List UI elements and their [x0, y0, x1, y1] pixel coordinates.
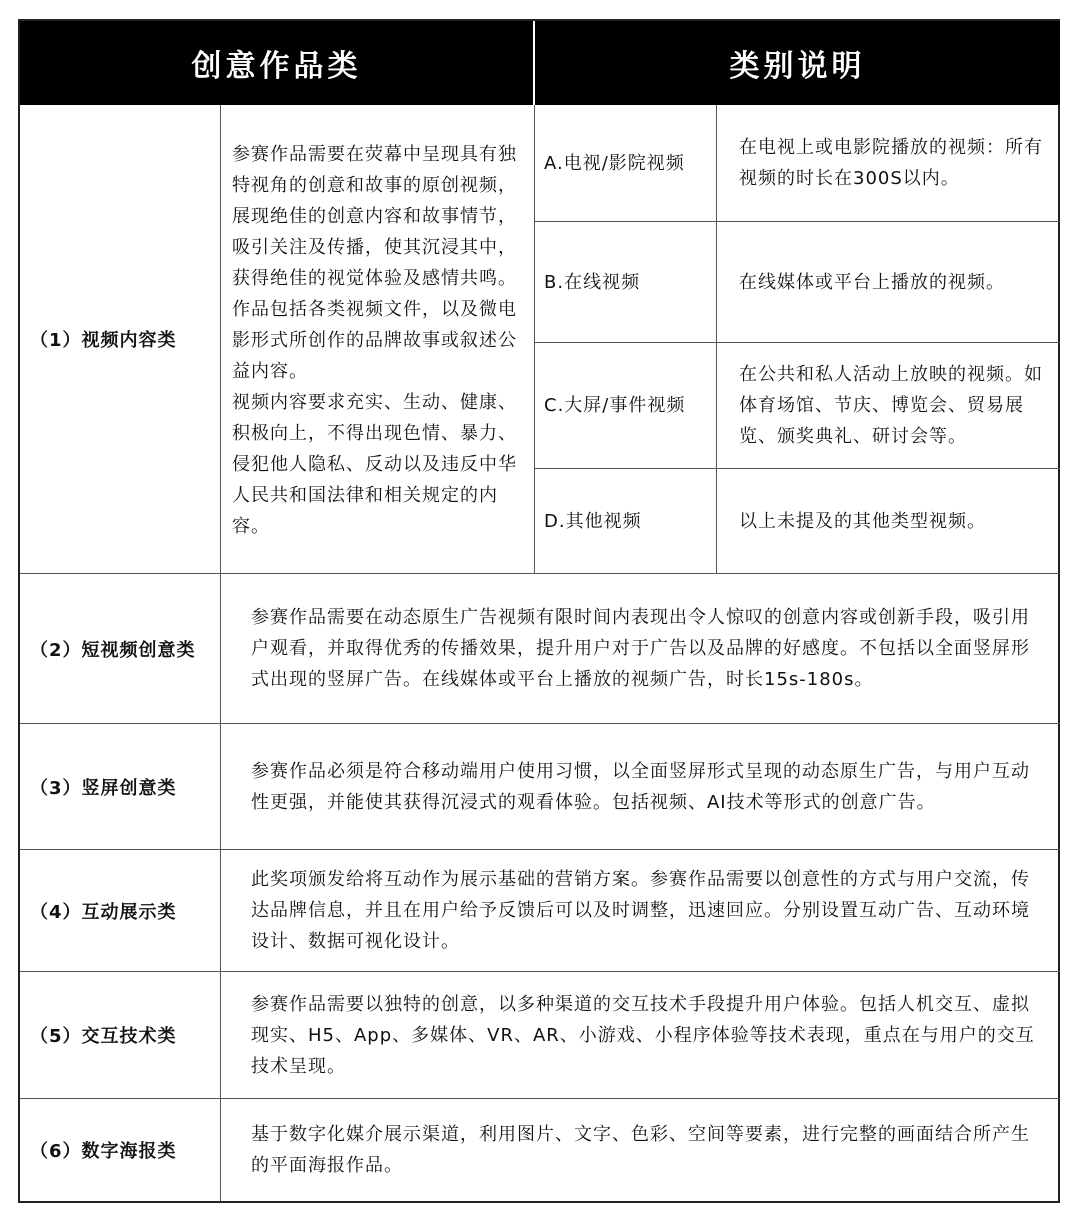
interaction-tech-description: 参赛作品需要以独特的创意，以多种渠道的交互技术手段提升用户体验。包括人机交互、虚拟现实、H5、App、多媒体、VR、AR、小游戏、小程序体验等技术表现，重点在与用户的交互技术呈现。 — [251, 993, 1035, 1077]
category-video-content: （1）视频内容类 — [30, 330, 177, 351]
digital-poster-description: 基于数字化媒介展示渠道，利用图片、文字、色彩、空间等要素，进行完整的画面结合所产生的平面海报作品。 — [251, 1124, 1030, 1176]
category-short-video: （2）短视频创意类 — [30, 639, 196, 661]
subcategory-other-video: D.其他视频 — [544, 510, 642, 532]
video-content-description — [222, 107, 534, 573]
category-table — [18, 19, 1060, 1203]
short-video-description: 参赛作品需要在动态原生广告视频有限时间内表现出令人惊叹的创意内容或创新手段，吸引用户观看，并取得优秀的传播效果，提升用户对于广告以及品牌的好感度。不包括以全面竖屏形式出现的竖屏广告。在线媒体或平台上播放的视频广告，时长15s-180s。 — [251, 607, 1030, 690]
subcategory-online-video: B.在线视频 — [544, 271, 641, 293]
subcategory-tv-cinema-desc: 在电视上或电影院播放的视频：所有视频的时长在300S以内。 — [739, 137, 1043, 189]
interactive-display-description: 此奖项颁发给将互动作为展示基础的营销方案。参赛作品需要以创意性的方式与用户交流，传达品牌信息，并且在用户给予反馈后可以及时调整，迅速回应。分别设置互动广告、互动环境设计、数据可视化设计。 — [251, 869, 1030, 952]
video-description-paragraph: 参赛作品需要在荧幕中呈现具有独特视角的创意和故事的原创视频，展现绝佳的创意内容和故事情节，吸引关注及传播，使其沉浸其中，获得绝佳的视觉体验及感情共鸣。作品包括各类视频文件，以及微电影形式所创作的品牌故事或叙述公益内容。 — [232, 143, 517, 382]
subcategory-online-video-desc: 在线媒体或平台上播放的视频。 — [739, 271, 1005, 293]
subcategory-big-screen-event-desc: 在公共和私人活动上放映的视频。如体育场馆、节庆、博览会、贸易展览、颁奖典礼、研讨会等。 — [739, 364, 1043, 447]
column-divider — [220, 105, 221, 1201]
category-interactive-display: （4）互动展示类 — [30, 901, 177, 923]
video-requirements-paragraph: 视频内容要求充实、生动、健康、积极向上，不得出现色情、暴力、侵犯他人隐私、反动以及违反中华人民共和国法律和相关规定的内容。 — [232, 391, 517, 537]
category-vertical-screen: （3）竖屏创意类 — [30, 777, 177, 799]
subcategory-tv-cinema: A.电视/影院视频 — [544, 152, 685, 174]
category-digital-poster: （6）数字海报类 — [30, 1141, 177, 1162]
header-creative-works: 创意作品类 — [20, 21, 533, 105]
category-interaction-tech: （5）交互技术类 — [30, 1026, 177, 1047]
subcategory-other-video-desc: 以上未提及的其他类型视频。 — [739, 510, 986, 532]
subcategory-big-screen-event: C.大屏/事件视频 — [544, 395, 686, 416]
vertical-screen-description: 参赛作品必须是符合移动端用户使用习惯，以全面竖屏形式呈现的动态原生广告，与用户互动性更强，并能使其获得沉浸式的观看体验。包括视频、AI技术等形式的创意广告。 — [251, 760, 1030, 813]
header-category-description: 类别说明 — [535, 21, 1060, 105]
